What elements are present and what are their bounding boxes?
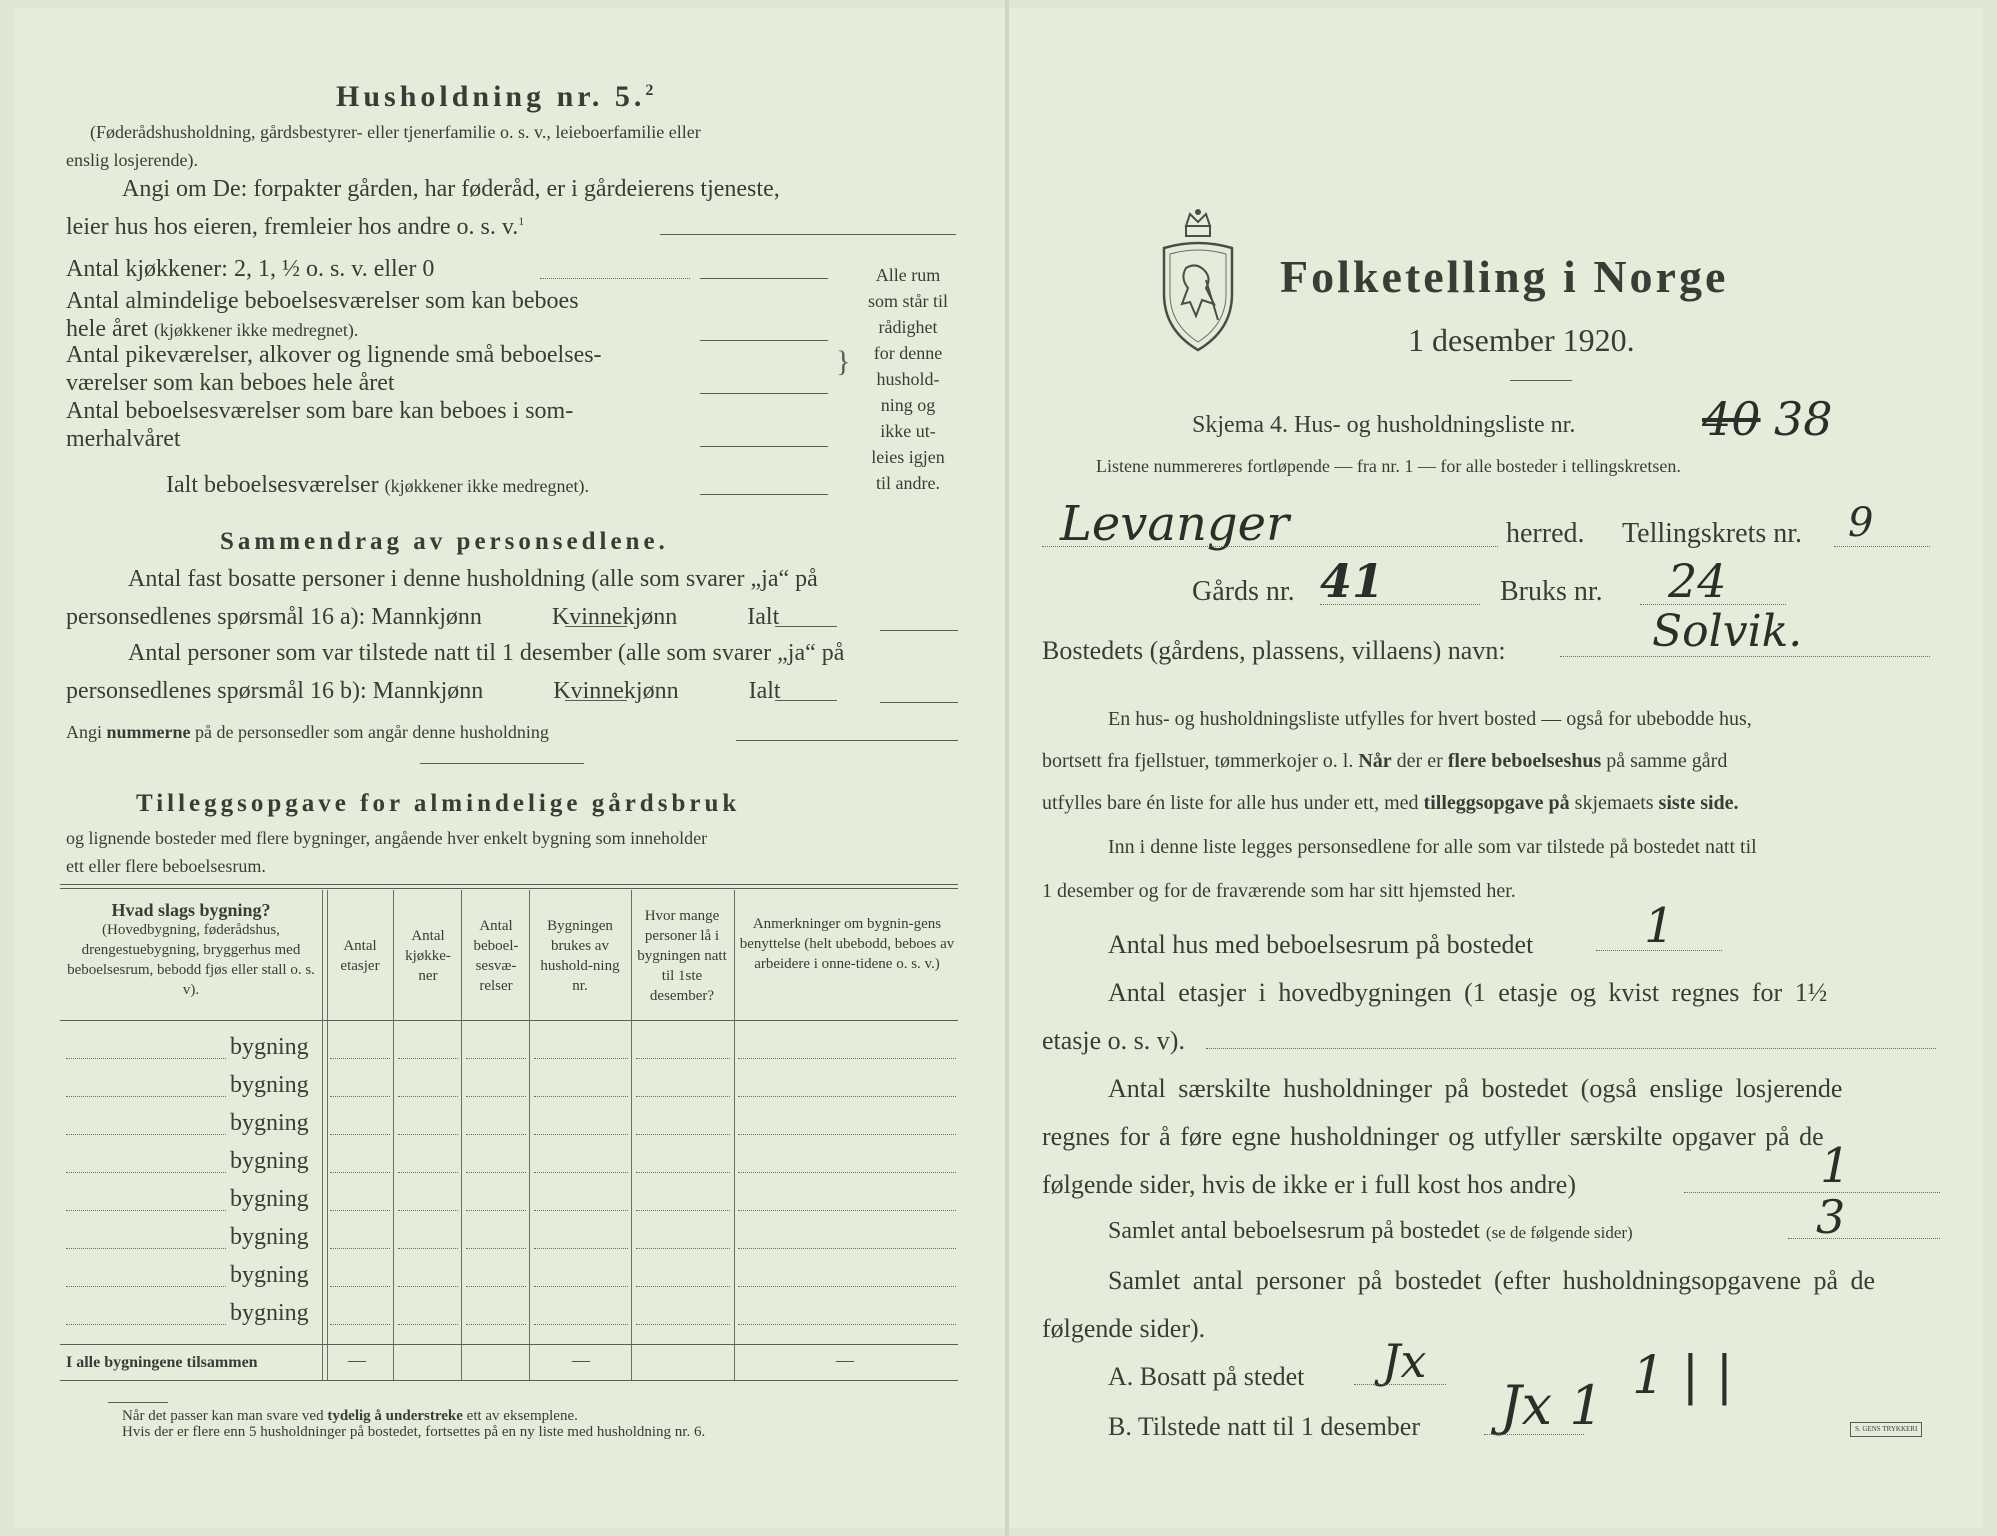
building-row-label: bygning: [230, 1300, 309, 1326]
col-header-building-type: Hvad slags bygning? (Hovedbygning, føderådshus, drengestuebygning, bryggerhus med beboelsesrum, bebodd fjøs eller stall o. s. v).: [67, 900, 315, 998]
ordinary-rooms-label: Antal almindelige beboelsesværelser som kan beboes: [66, 288, 579, 314]
table-col-divider: [529, 890, 530, 1380]
building-cell-line[interactable]: [738, 1096, 956, 1097]
building-cell-line[interactable]: [534, 1324, 628, 1325]
persons-label: Samlet antal personer på bostedet (efter husholdningsopgavene på de: [1108, 1266, 1876, 1295]
floors-label: Antal etasjer i hovedbygningen (1 etasje og kvist regnes for 1½: [1108, 978, 1828, 1007]
building-cell-line[interactable]: [534, 1058, 628, 1059]
building-type-line[interactable]: [66, 1210, 226, 1211]
present-male-line[interactable]: [565, 700, 627, 701]
building-cell-line[interactable]: [398, 1286, 458, 1287]
building-cell-line[interactable]: [636, 1248, 730, 1249]
building-cell-line[interactable]: [466, 1096, 526, 1097]
building-cell-line[interactable]: [466, 1324, 526, 1325]
building-cell-line[interactable]: [738, 1324, 956, 1325]
floors-line: [1206, 1048, 1936, 1049]
bosted-label: Bostedets (gårdens, plassens, villaens) navn:: [1042, 636, 1506, 665]
herred-value[interactable]: Levanger: [1060, 496, 1290, 552]
building-cell-line[interactable]: [466, 1286, 526, 1287]
building-cell-line[interactable]: [636, 1096, 730, 1097]
schema-label: Skjema 4. Hus- og husholdningsliste nr.: [1192, 412, 1576, 438]
rooms-total-value[interactable]: 3: [1816, 1190, 1846, 1244]
rooms-total-label: Samlet antal beboelsesrum på bostedet (se de følgende sider): [1108, 1218, 1633, 1244]
present-label: B. Tilstede natt til 1 desember: [1108, 1412, 1420, 1441]
present-female-line[interactable]: [775, 700, 837, 701]
tellingskrets-value[interactable]: 9: [1848, 500, 1874, 546]
building-cell-line[interactable]: [330, 1096, 390, 1097]
building-cell-line[interactable]: [636, 1286, 730, 1287]
title-separator: [1510, 380, 1572, 381]
houses-line: [1596, 950, 1722, 951]
table-total-label: I alle bygningene tilsammen: [66, 1354, 258, 1371]
arrangement-answer-line[interactable]: [660, 234, 956, 235]
building-cell-line[interactable]: [330, 1286, 390, 1287]
arrangement-question-2: leier hus hos eieren, fremleier hos andre o. s. v.$^1$: [66, 214, 525, 240]
building-cell-line[interactable]: [330, 1248, 390, 1249]
total-rooms-label: Ialt beboelsesværelser (kjøkkener ikke medregnet).: [166, 472, 590, 498]
table-col-divider: [461, 890, 462, 1380]
numbers-answer-line[interactable]: [736, 740, 958, 741]
footnote-1: Når det passer kan man svare ved tydelig å understreke ett av eksemplene.: [122, 1408, 578, 1424]
present-question-2: personsedlenes spørsmål 16 b): Mannkjønn Kvinnekjønn Ialt: [66, 678, 781, 704]
building-type-line[interactable]: [66, 1324, 226, 1325]
building-cell-line[interactable]: [738, 1210, 956, 1211]
table-top-rule: [60, 884, 958, 885]
building-cell-line[interactable]: [398, 1248, 458, 1249]
building-row-label: bygning: [230, 1034, 309, 1060]
building-cell-line[interactable]: [738, 1172, 956, 1173]
summary-heading: Sammendrag av personsedlene.: [220, 528, 669, 555]
total-used-by-dash: —: [572, 1350, 590, 1370]
household-intro-note-2: enslig losjerende).: [66, 150, 198, 170]
building-cell-line[interactable]: [636, 1324, 730, 1325]
numbers-instruction: Angi nummerne på de personsedler som angår denne husholdning: [66, 722, 549, 742]
printer-stamp: S. GENS TRYKKERI: [1850, 1422, 1922, 1437]
household-intro-note: (Føderådshusholdning, gårdsbestyrer- eller tjenerfamilie o. s. v., leieboerfamilie eller: [90, 122, 701, 142]
building-cell-line[interactable]: [330, 1324, 390, 1325]
building-row-label: bygning: [230, 1110, 309, 1136]
total-remarks-dash: —: [836, 1350, 854, 1370]
floors-label-2: etasje o. s. v).: [1042, 1026, 1185, 1055]
col-header-floors: Antal etasjer: [340, 938, 380, 974]
bosted-value[interactable]: Solvik.: [1652, 606, 1803, 657]
gards-line: [1320, 604, 1480, 605]
resident-question: Antal fast bosatte personer i denne husholdning (alle som svarer „ja“ på: [128, 566, 818, 592]
households-line: [1684, 1192, 1940, 1193]
maid-rooms-label: Antal pikeværelser, alkover og lignende små beboelses-: [66, 342, 602, 368]
total-rooms-answer-line[interactable]: [700, 494, 828, 495]
building-cell-line[interactable]: [398, 1096, 458, 1097]
instruction-1-2: bortsett fra fjellstuer, tømmerkojer o. l. Når der er flere beboelseshus på samme gård: [1042, 750, 1728, 772]
rooms-side-note: Alle rum som står til rådighet for denne hushold- ning og ikke ut- leies igjen til andre.: [868, 265, 948, 493]
herred-line: [1042, 546, 1498, 547]
present-total-line[interactable]: [880, 702, 958, 703]
resident-line: [1354, 1384, 1446, 1385]
building-cell-line[interactable]: [398, 1134, 458, 1135]
tellingskrets-label: Tellingskrets nr.: [1622, 518, 1803, 549]
resident-value[interactable]: Jx: [1382, 1334, 1427, 1388]
table-col-divider: [322, 890, 323, 1380]
table-col-divider: [327, 890, 328, 1380]
col-header-kitchens: Antal kjøkke-ner: [405, 928, 451, 984]
building-cell-line[interactable]: [636, 1058, 730, 1059]
table-col-divider: [393, 890, 394, 1380]
table-total-rule: [60, 1344, 958, 1345]
instruction-2-2: 1 desember og for de fraværende som har sitt hjemsted her.: [1042, 880, 1516, 902]
list-number[interactable]: 38: [1774, 392, 1833, 446]
building-row-label: bygning: [230, 1186, 309, 1212]
table-col-divider: [734, 890, 735, 1380]
building-type-line[interactable]: [66, 1172, 226, 1173]
persons-label-2: følgende sider).: [1042, 1314, 1206, 1343]
building-type-line[interactable]: [66, 1248, 226, 1249]
building-cell-line[interactable]: [738, 1058, 956, 1059]
households-label: Antal særskilte husholdninger på bostedet (også enslige losjerende: [1108, 1074, 1843, 1103]
summer-rooms-label-2: merhalvåret: [66, 426, 181, 452]
building-cell-line[interactable]: [398, 1324, 458, 1325]
resident-male-line[interactable]: [565, 626, 627, 627]
building-cell-line[interactable]: [330, 1134, 390, 1135]
building-cell-line[interactable]: [738, 1134, 956, 1135]
tally-marks: 1 | |: [1632, 1346, 1734, 1406]
households-label-3: følgende sider, hvis de ikke er i full kost hos andre): [1042, 1170, 1576, 1199]
ordinary-rooms-label-2: hele året (kjøkkener ikke medregnet).: [66, 316, 359, 342]
building-cell-line[interactable]: [738, 1248, 956, 1249]
building-cell-line[interactable]: [738, 1286, 956, 1287]
instruction-2: Inn i denne liste legges personsedlene for alle som var tilstede på bostedet natt til: [1108, 836, 1757, 858]
summer-rooms-answer-line[interactable]: [700, 446, 828, 447]
building-cell-line[interactable]: [534, 1210, 628, 1211]
section-separator: [420, 763, 584, 764]
kitchens-dots: [540, 278, 690, 279]
col-header-used-by: Bygningen brukes av hushold-ning nr.: [540, 918, 620, 994]
building-cell-line[interactable]: [466, 1058, 526, 1059]
building-type-line[interactable]: [66, 1286, 226, 1287]
households-label-2: regnes for å føre egne husholdninger og utfyller særskilte opgaver på de: [1042, 1122, 1824, 1151]
col-header-persons: Hvor mange personer lå i bygningen natt til 1ste desember?: [637, 908, 727, 1004]
coat-of-arms-icon: [1156, 208, 1240, 363]
table-bottom-rule: [60, 1380, 958, 1381]
table-header-rule: [60, 1020, 958, 1021]
resident-question-2: personsedlenes spørsmål 16 a): Mannkjønn Kvinnekjønn Ialt: [66, 604, 780, 630]
table-top-rule-2: [60, 888, 958, 889]
footnote-rule: [108, 1402, 168, 1403]
building-type-line[interactable]: [66, 1058, 226, 1059]
present-value[interactable]: Jx 1: [1500, 1374, 1604, 1437]
bruks-label: Bruks nr.: [1500, 576, 1603, 607]
gards-value[interactable]: 41: [1320, 554, 1385, 608]
resident-label: A. Bosatt på stedet: [1108, 1362, 1305, 1391]
building-cell-line[interactable]: [398, 1058, 458, 1059]
total-floors-dash: —: [348, 1350, 366, 1370]
numbering-note: Listene nummereres fortløpende — fra nr. 1 — for alle bosteder i tellingskretsen.: [1096, 456, 1681, 476]
building-cell-line[interactable]: [330, 1172, 390, 1173]
building-type-line[interactable]: [66, 1134, 226, 1135]
table-col-divider: [631, 890, 632, 1380]
resident-female-line[interactable]: [775, 626, 837, 627]
ordinary-rooms-answer-line[interactable]: [700, 340, 828, 341]
gards-label: Gårds nr.: [1192, 576, 1295, 607]
building-cell-line[interactable]: [330, 1210, 390, 1211]
building-cell-line[interactable]: [398, 1172, 458, 1173]
instruction-1: En hus- og husholdningsliste utfylles for hvert bosted — også for ubebodde hus,: [1108, 708, 1752, 730]
supplement-heading: Tilleggsopgave for almindelige gårdsbruk: [136, 790, 741, 817]
houses-label: Antal hus med beboelsesrum på bostedet: [1108, 930, 1534, 959]
building-row-label: bygning: [230, 1148, 309, 1174]
building-cell-line[interactable]: [534, 1134, 628, 1135]
building-cell-line[interactable]: [636, 1210, 730, 1211]
col-header-remarks: Anmerkninger om bygnin-gens benyttelse (helt ubebodd, beboes av arbeidere i onne-tidene o. s. v.): [739, 916, 955, 972]
present-line: [1484, 1434, 1584, 1435]
present-question: Antal personer som var tilstede natt til 1 desember (alle som svarer „ja“ på: [128, 640, 845, 666]
rooms-total-line: [1788, 1238, 1940, 1239]
supplement-intro-2: ett eller flere beboelsesrum.: [66, 856, 266, 876]
building-cell-line[interactable]: [466, 1210, 526, 1211]
building-cell-line[interactable]: [534, 1172, 628, 1173]
kitchens-answer-line[interactable]: [700, 278, 828, 279]
building-row-label: bygning: [230, 1072, 309, 1098]
instruction-1-3: utfylles bare én liste for alle hus under ett, med tilleggsopgave på skjemaets siste side.: [1042, 792, 1739, 814]
building-cell-line[interactable]: [534, 1248, 628, 1249]
resident-total-line[interactable]: [880, 630, 958, 631]
col-header-rooms: Antal beboel-sesvæ-relser: [473, 918, 519, 994]
building-cell-line[interactable]: [330, 1058, 390, 1059]
building-cell-line[interactable]: [534, 1286, 628, 1287]
page-spine: [1005, 0, 1009, 1536]
building-cell-line[interactable]: [398, 1210, 458, 1211]
footnote-2: Hvis der er flere enn 5 husholdninger på bostedet, fortsettes på en ny liste med husholdning nr. 6.: [122, 1424, 706, 1440]
households-value[interactable]: 1: [1820, 1138, 1851, 1194]
building-cell-line[interactable]: [534, 1096, 628, 1097]
summer-rooms-label: Antal beboelsesværelser som bare kan beboes i som-: [66, 398, 574, 424]
building-cell-line[interactable]: [466, 1172, 526, 1173]
household-title: Husholdning nr. 5.$^2$: [336, 80, 658, 113]
building-cell-line[interactable]: [636, 1172, 730, 1173]
maid-rooms-label-2: værelser som kan beboes hele året: [66, 370, 395, 396]
bosted-line: [1560, 656, 1930, 657]
building-cell-line[interactable]: [636, 1134, 730, 1135]
arrangement-question: Angi om De: forpakter gården, har føderåd, er i gårdeierens tjeneste,: [122, 176, 780, 202]
list-number-struck: 40: [1702, 392, 1761, 446]
bruks-line: [1640, 604, 1786, 605]
supplement-intro: og lignende bosteder med flere bygninger, angående hver enkelt bygning som inneholder: [66, 828, 708, 848]
building-type-line[interactable]: [66, 1096, 226, 1097]
houses-value[interactable]: 1: [1644, 898, 1675, 954]
building-row-label: bygning: [230, 1262, 309, 1288]
building-row-label: bygning: [230, 1224, 309, 1250]
tellingskrets-line: [1834, 546, 1930, 547]
census-date: 1 desember 1920.: [1408, 322, 1635, 358]
maid-rooms-answer-line[interactable]: [700, 393, 828, 394]
bruks-value[interactable]: 24: [1668, 554, 1727, 608]
census-title: Folketelling i Norge: [1280, 251, 1729, 302]
kitchens-label: Antal kjøkkener: 2, 1, ½ o. s. v. eller 0: [66, 256, 435, 282]
building-cell-line[interactable]: [466, 1248, 526, 1249]
rooms-brace: }: [836, 345, 851, 378]
building-cell-line[interactable]: [466, 1134, 526, 1135]
herred-label: herred.: [1506, 518, 1585, 549]
